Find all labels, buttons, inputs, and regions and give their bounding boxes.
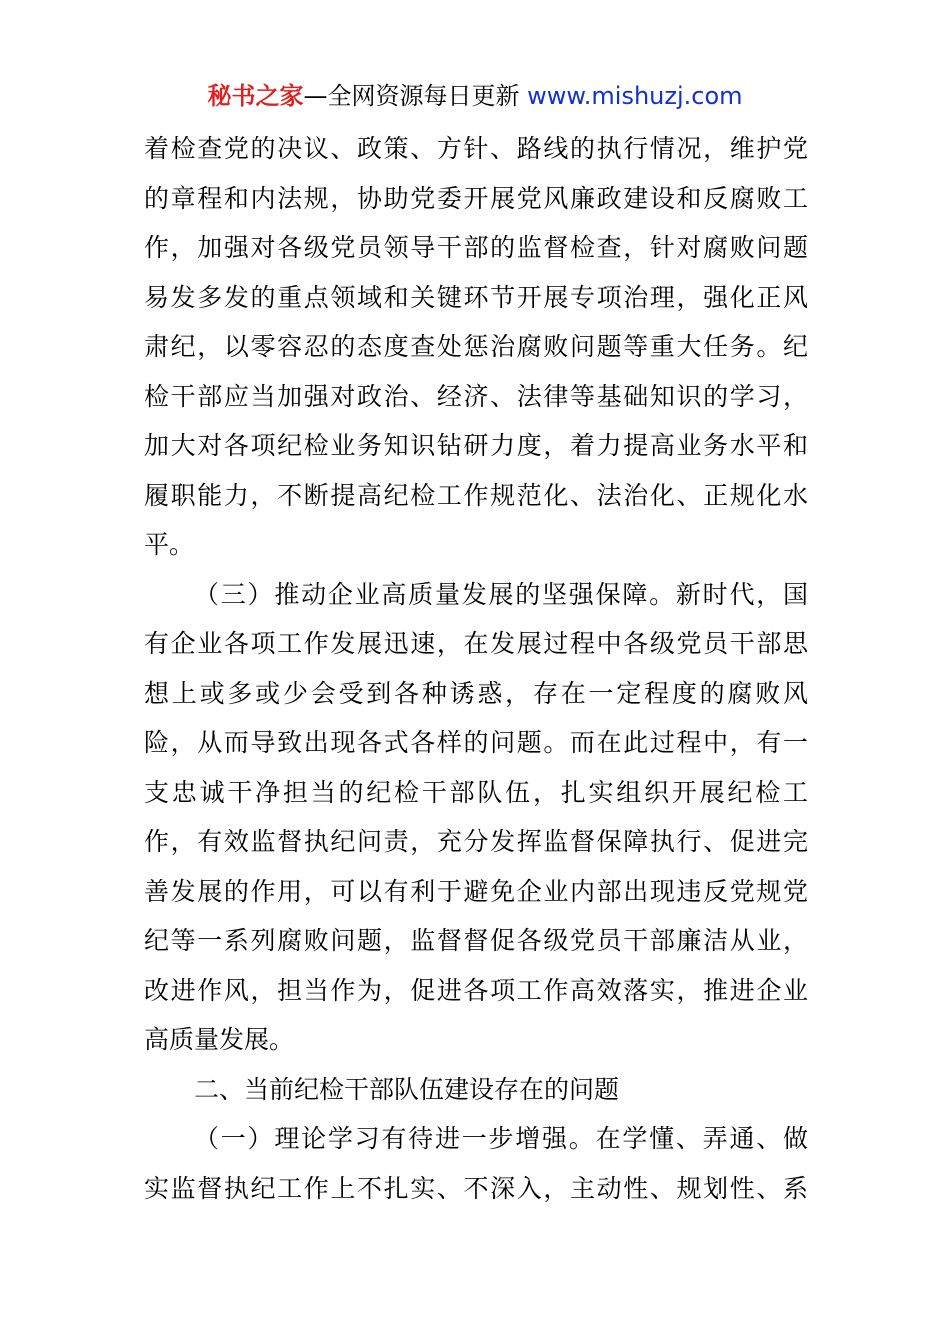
text-line: 险，从而导致出现各式各样的问题。而在此过程中，有一 [144,728,808,757]
text-line: 平。 [144,530,195,559]
text-line: 作，加强对各级党员领导干部的监督检查，针对腐败问题 [144,233,808,262]
text-line: 的章程和内法规，协助党委开展党风廉政建设和反腐败工 [144,183,808,213]
text-line: 想上或多或少会受到各种诱惑，存在一定程度的腐败风 [144,678,808,708]
text-line: 高质量发展。 [144,1025,295,1054]
text-line: 支忠诚干净担当的纪检干部队伍，扎实组织开展纪检工 [144,777,808,807]
text-line: 实监督执纪工作上不扎实、不深入，主动性、规划性、系 [144,1173,808,1203]
text-line: 着检查党的决议、政策、方针、路线的执行情况，维护党 [144,134,808,163]
text-line: 肃纪，以零容忍的态度查处惩治腐败问题等重大任务。纪 [144,332,808,361]
text-line: 纪等一系列腐败问题，监督督促各级党员干部廉洁从业， [144,926,808,955]
header-tagline: —全网资源每日更新 [303,82,528,110]
text-line: 善发展的作用，可以有利于避免企业内部出现违反党规党 [144,876,808,906]
document-body [144,124,808,1213]
text-line: 易发多发的重点领域和关键环节开展专项治理，强化正风 [144,282,808,312]
text-line: 加大对各项纪检业务知识钻研力度，着力提高业务水平和 [144,431,808,460]
text-line: 二、当前纪检干部队伍建设存在的问题 [194,1074,620,1104]
text-line: 作，有效监督执纪问责，充分发挥监督保障执行、促进完 [144,827,808,856]
brand-name: 秘书之家 [207,82,304,110]
text-line: （三）推动企业高质量发展的坚强保障。新时代，国 [194,579,808,609]
text-line: 检干部应当加强对政治、经济、法律等基础知识的学习， [144,381,808,411]
text-line: 履职能力，不断提高纪检工作规范化、法治化、正规化水 [144,480,808,510]
text-line: （一）理论学习有待进一步增强。在学懂、弄通、做 [194,1124,808,1153]
page-header [0,80,950,112]
site-url-link[interactable]: www.mishuzj.com [527,82,743,110]
text-line: 改进作风，担当作为，促进各项工作高效落实，推进企业 [144,975,808,1005]
text-line: 有企业各项工作发展迅速，在发展过程中各级党员干部思 [144,629,808,658]
